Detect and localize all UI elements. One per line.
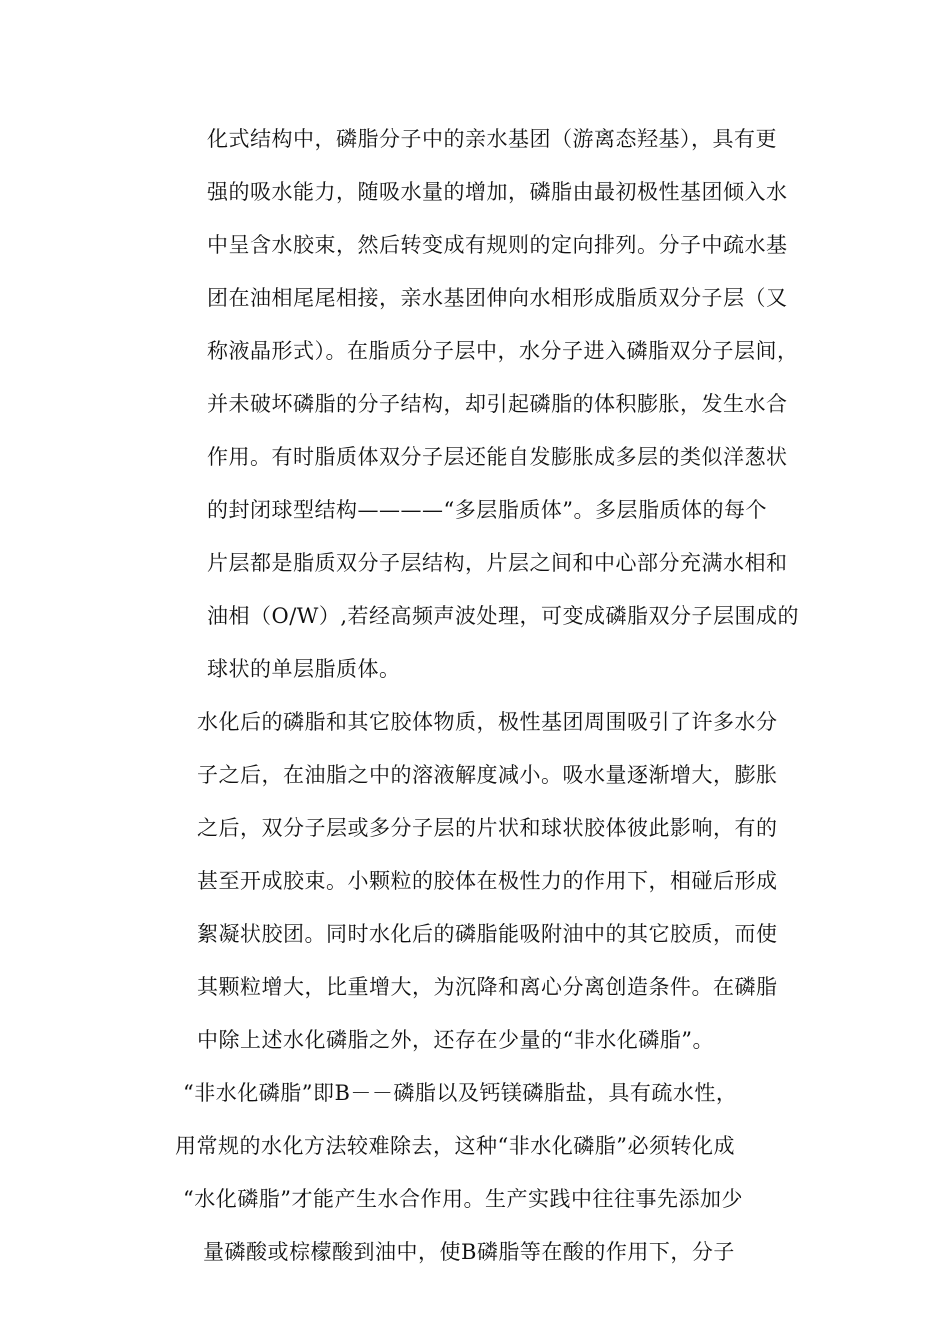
text-line: 强的吸水能力，随吸水量的增加，磷脂由最初极性基团倾入水 bbox=[207, 180, 788, 204]
text-line: 其颗粒增大，比重增大，为沉降和离心分离创造条件。在磷脂 bbox=[197, 975, 778, 999]
text-line: 水化后的磷脂和其它胶体物质，极性基团周围吸引了许多水分 bbox=[197, 710, 778, 734]
text-line: 团在油相尾尾相接，亲水基团伸向水相形成脂质双分子层（又 bbox=[207, 286, 788, 310]
text-line: 并未破坏磷脂的分子结构，却引起磷脂的体积膨胀，发生水合 bbox=[207, 392, 788, 416]
text-line: 中除上述水化磷脂之外，还存在少量的“非水化磷脂”。 bbox=[197, 1028, 714, 1052]
text-line: 球状的单层脂质体。 bbox=[207, 657, 401, 681]
text-line: 片层都是脂质双分子层结构，片层之间和中心部分充满水相和 bbox=[207, 551, 788, 575]
text-line: 中呈含水胶束，然后转变成有规则的定向排列。分子中疏水基 bbox=[207, 233, 788, 257]
text-line: “非水化磷脂”即Β－－磷脂以及钙镁磷脂盐，具有疏水性， bbox=[183, 1081, 738, 1105]
text-line: “水化磷脂”才能产生水合作用。生产实践中往往事先添加少 bbox=[183, 1187, 743, 1211]
text-line: 油相（O/W）,若经高频声波处理，可变成磷脂双分子层围成的 bbox=[207, 604, 800, 628]
text-line: 作用。有时脂质体双分子层还能自发膨胀成多层的类似洋葱状 bbox=[207, 445, 788, 469]
text-line: 量磷酸或棕檬酸到油中，使Β磷脂等在酸的作用下，分子 bbox=[203, 1240, 735, 1264]
text-line: 絮凝状胶团。同时水化后的磷脂能吸附油中的其它胶质，而使 bbox=[197, 922, 778, 946]
text-line: 甚至开成胶束。小颗粒的胶体在极性力的作用下，相碰后形成 bbox=[197, 869, 778, 893]
text-line: 称液晶形式）。在脂质分子层中，水分子进入磷脂双分子层间， bbox=[207, 339, 799, 363]
text-line: 化式结构中，磷脂分子中的亲水基团（游离态羟基），具有更 bbox=[207, 127, 777, 151]
text-line: 用常规的水化方法较难除去，这种“非水化磷脂”必须转化成 bbox=[175, 1134, 735, 1158]
text-line: 子之后，在油脂之中的溶液解度减小。吸水量逐渐增大，膨胀 bbox=[197, 763, 778, 787]
text-line: 之后，双分子层或多分子层的片状和球状胶体彼此影响，有的 bbox=[197, 816, 778, 840]
text-line: 的封闭球型结构————“多层脂质体”。多层脂质体的每个 bbox=[207, 498, 767, 522]
